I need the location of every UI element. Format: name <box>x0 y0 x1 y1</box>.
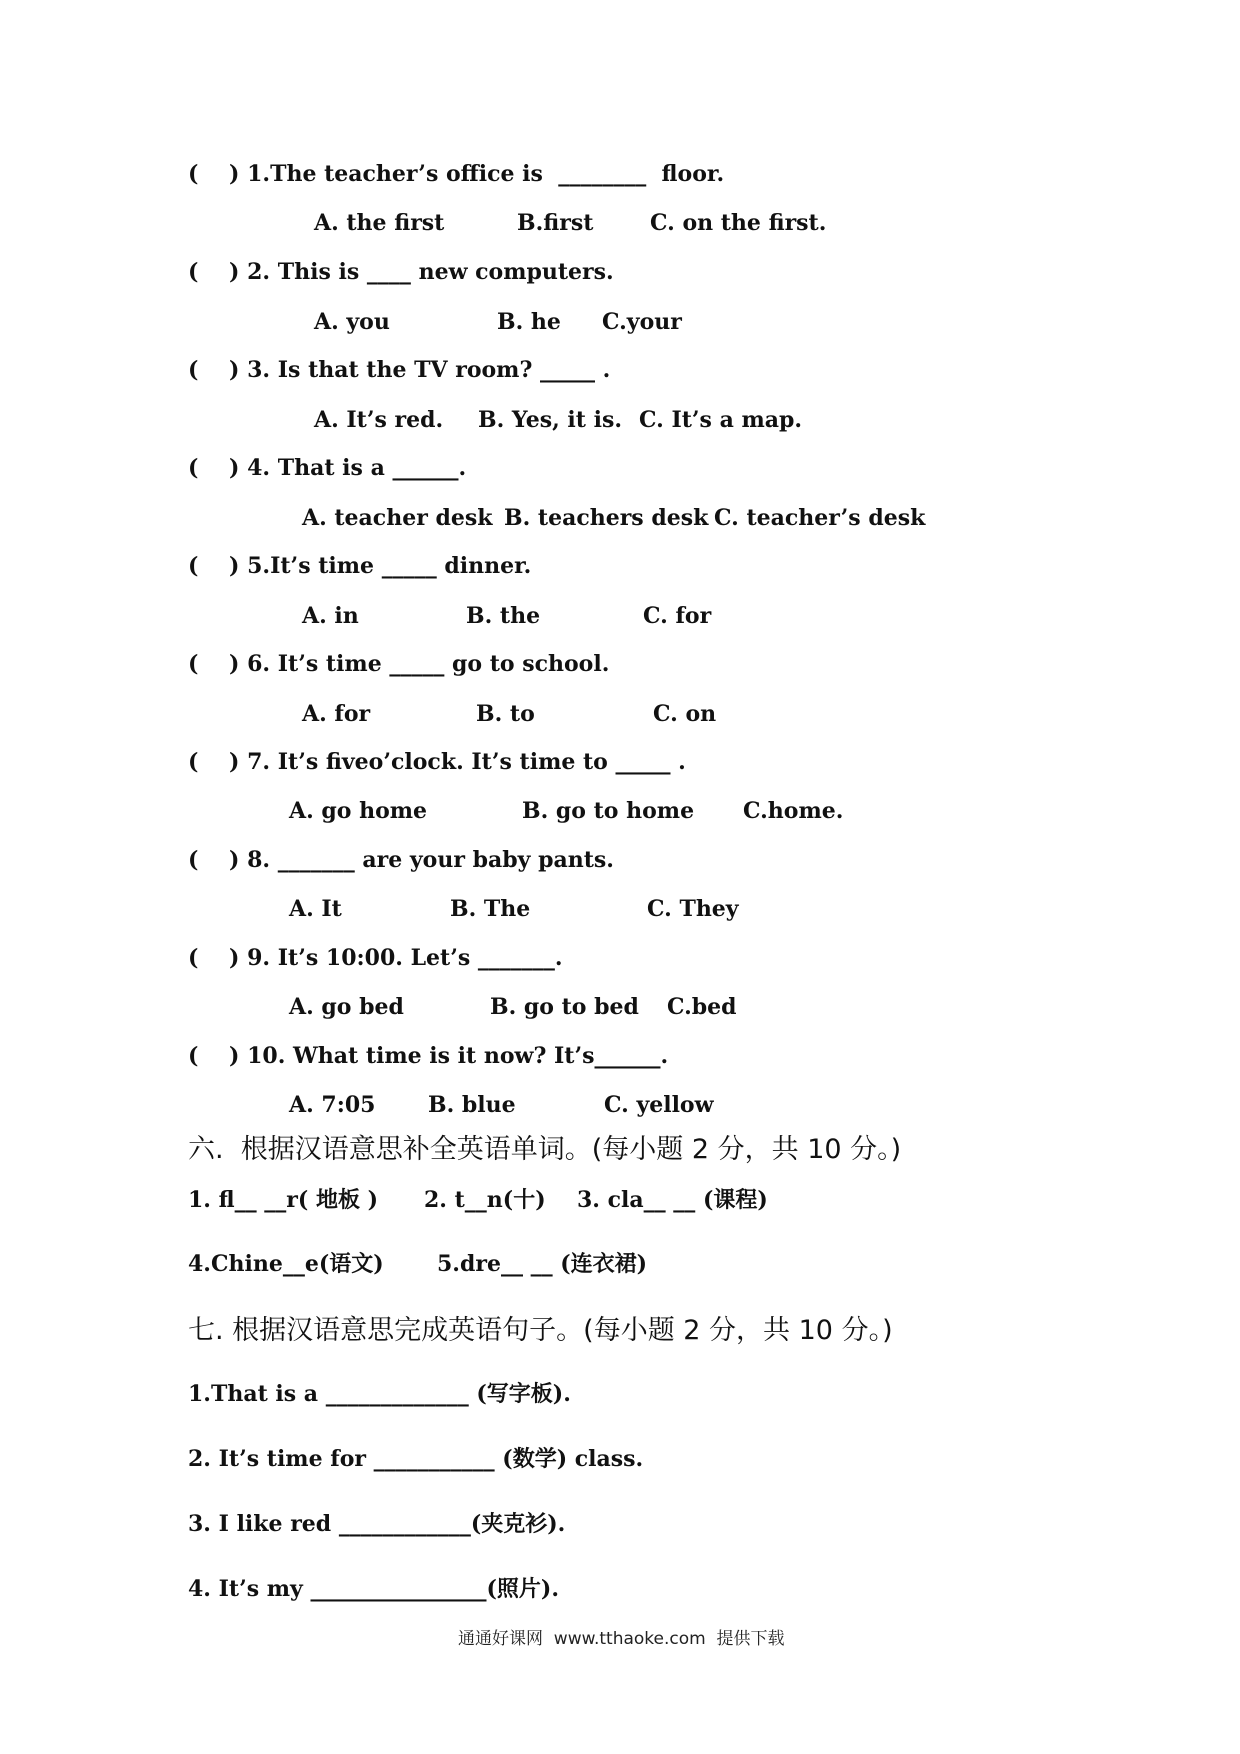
q3-option-b: B. Yes, it is. <box>478 407 622 433</box>
question-10: ( ) 10. What time is it now? It’s______. <box>188 1043 669 1069</box>
question-5: ( ) 5.It’s time _____ dinner. <box>188 553 532 579</box>
section-7-title: 七. 根据汉语意思完成英语句子。(每小题 2 分，共 10 分。) <box>188 1315 893 1346</box>
question-3: ( ) 3. Is that the TV room? _____ . <box>188 357 611 383</box>
q10-option-c: C. yellow <box>604 1092 714 1118</box>
s6-item-3: 3. cla__ __ (课程) <box>577 1187 768 1213</box>
s6-item-2: 2. t__n(十) <box>424 1187 546 1213</box>
question-6: ( ) 6. It’s time _____ go to school. <box>188 651 610 677</box>
q8-option-c: C. They <box>647 896 739 922</box>
question-4: ( ) 4. That is a ______. <box>188 455 467 481</box>
question-9: ( ) 9. It’s 10:00. Let’s _______. <box>188 945 563 971</box>
q7-option-b: B. go to home <box>522 798 695 824</box>
q10-option-a: A. 7:05 <box>289 1092 376 1118</box>
q6-option-c: C. on <box>653 701 717 727</box>
q5-option-b: B. the <box>466 603 541 629</box>
q7-option-a: A. go home <box>289 798 428 824</box>
q9-option-c: C.bed <box>667 994 737 1020</box>
q2-option-a: A. you <box>314 309 390 335</box>
q5-option-c: C. for <box>643 603 712 629</box>
q9-option-b: B. go to bed <box>490 994 639 1020</box>
section-6-title: 六. 根据汉语意思补全英语单词。(每小题 2 分，共 10 分。) <box>188 1134 902 1165</box>
q1-option-c: C. on the first. <box>650 210 827 236</box>
s7-item-3: 3. I like red ____________(夹克衫). <box>188 1511 566 1537</box>
q4-option-c: C. teacher’s desk <box>714 505 926 531</box>
q6-option-a: A. for <box>302 701 371 727</box>
q3-option-a: A. It’s red. <box>314 407 444 433</box>
q7-option-c: C.home. <box>743 798 844 824</box>
question-8: ( ) 8. _______ are your baby pants. <box>188 847 614 873</box>
question-7: ( ) 7. It’s fiveo’clock. It’s time to _____ . <box>188 749 686 775</box>
q1-option-a: A. the first <box>314 210 445 236</box>
question-2: ( ) 2. This is ____ new computers. <box>188 259 614 285</box>
q9-option-a: A. go bed <box>289 994 404 1020</box>
s6-item-5: 5.dre__ __ (连衣裙) <box>437 1251 648 1277</box>
q2-option-c: C.your <box>602 309 682 335</box>
s6-item-4: 4.Chine__e(语文) <box>188 1251 384 1277</box>
q10-option-b: B. blue <box>428 1092 516 1118</box>
q4-option-a: A. teacher desk <box>302 505 493 531</box>
s7-item-4: 4. It’s my ________________(照片). <box>188 1576 559 1602</box>
s6-item-1: 1. fl__ __r( 地板 ) <box>188 1187 379 1213</box>
footer-credit: 通通好课网 www.tthaoke.com 提供下载 <box>458 1629 785 1649</box>
q4-option-b: B. teachers desk <box>504 505 709 531</box>
q8-option-a: A. It <box>289 896 342 922</box>
q1-option-b: B.first <box>517 210 594 236</box>
question-1: ( ) 1.The teacher’s office is ________ floor. <box>188 161 725 187</box>
q8-option-b: B. The <box>450 896 531 922</box>
s7-item-1: 1.That is a _____________ (写字板). <box>188 1381 571 1407</box>
s7-item-2: 2. It’s time for ___________ (数学) class. <box>188 1446 644 1472</box>
q6-option-b: B. to <box>476 701 535 727</box>
q2-option-b: B. he <box>497 309 561 335</box>
q5-option-a: A. in <box>302 603 359 629</box>
q3-option-c: C. It’s a map. <box>639 407 803 433</box>
